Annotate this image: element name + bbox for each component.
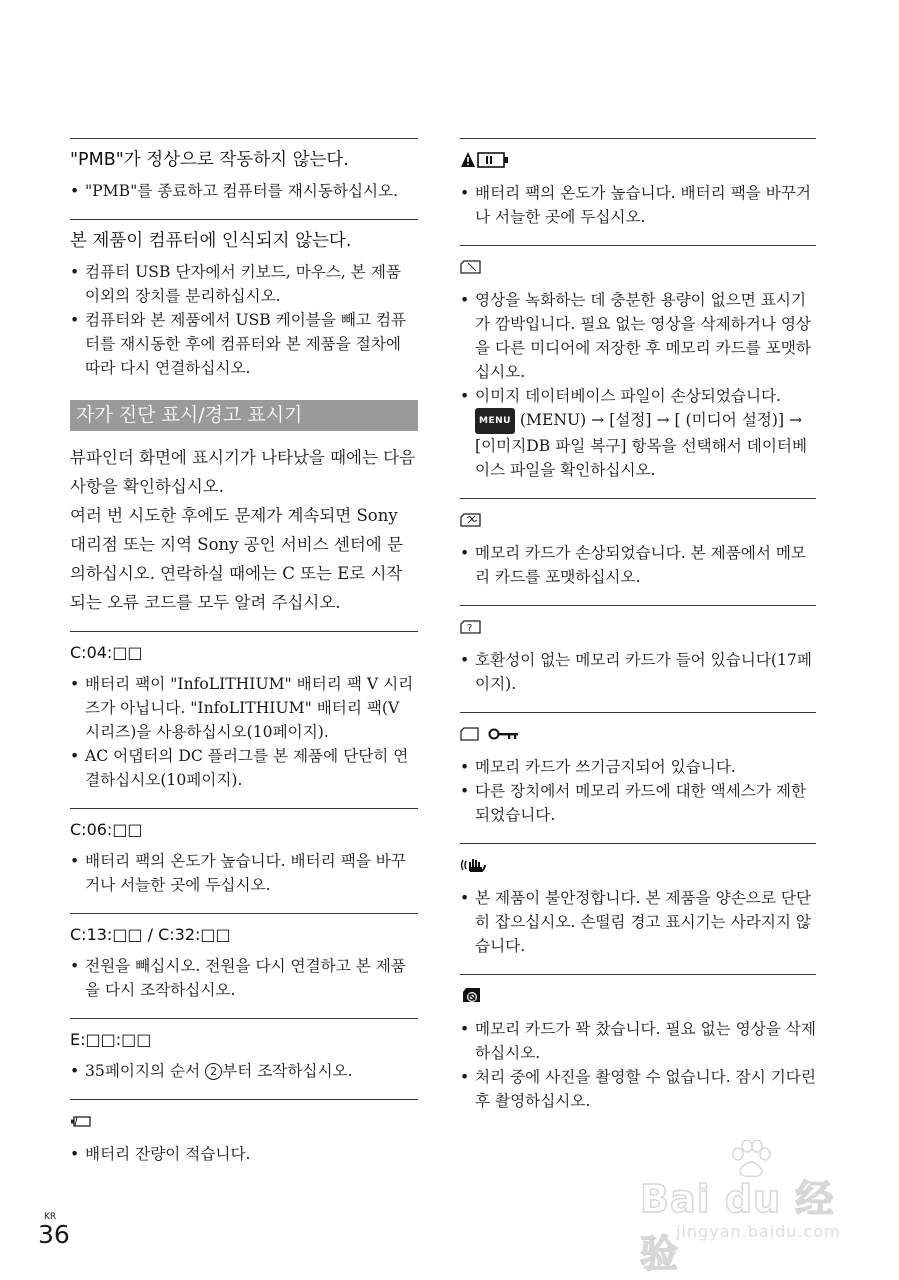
error-code: C:06:□□ [70, 820, 143, 839]
text: 이미지 데이터베이스 파일이 손상되었습니다. [475, 387, 782, 405]
list-item: • 호환성이 없는 메모리 카드가 들어 있습니다(17페이지). [460, 648, 816, 696]
bullet-list [460, 288, 816, 482]
section-memory-locked [460, 712, 816, 843]
memory-card-warning-icon [460, 258, 484, 276]
list-item: • 배터리 팩의 온도가 높습니다. 배터리 팩을 바꾸거나 서늘한 곳에 두십시오. [70, 849, 418, 897]
error-code: E:□□:□□ [70, 1030, 152, 1049]
intro-text [70, 443, 418, 617]
key-icon [488, 727, 520, 741]
intro-paragraph: 여러 번 시도한 후에도 문제가 계속되면 Sony 대리점 또는 지역 Sony 공인 서비스 센터에 문의하십시오. 연락하실 때에는 C 또는 E로 시작되는 오류 코드를 모두 알려 주십시오. [70, 506, 403, 612]
list-item: • 배터리 팩의 온도가 높습니다. 배터리 팩을 바꾸거나 서늘한 곳에 두십시오. [460, 181, 816, 229]
bullet-list [460, 1017, 816, 1113]
bullet-list [70, 1059, 418, 1083]
list-item: • 처리 중에 사진을 촬영할 수 없습니다. 잠시 기다린 후 촬영하십시오. [460, 1065, 816, 1113]
section-title: 본 제품이 컴퓨터에 인식되지 않는다. [70, 231, 352, 251]
circled-number: 2 [205, 1063, 222, 1080]
section-c13 [70, 913, 418, 1018]
section-memory-incompatible [460, 605, 816, 712]
section-not-recognized [70, 219, 418, 380]
menu-icon: MENU [475, 408, 515, 434]
list-item: • "PMB"를 종료하고 컴퓨터를 재시동하십시오. [70, 179, 418, 203]
icon-row [460, 854, 816, 876]
list-item: • 본 제품이 불안정합니다. 본 제품을 양손으로 단단히 잡으십시오. 손떨림 경고 표시기는 사라지지 않습니다. [460, 886, 816, 958]
bullet-list [460, 648, 816, 696]
list-item: • 배터리 팩이 "InfoLITHIUM" 배터리 팩 V 시리즈가 아닙니다. "InfoLITHIUM" 배터리 팩(V 시리즈)을 사용하십시오(10페이지). [70, 672, 418, 744]
icon-row [460, 616, 816, 638]
section-battery-low [70, 1099, 418, 1182]
text: 35페이지의 순서 [85, 1062, 206, 1080]
error-code: C:13:□□ / C:32:□□ [70, 925, 231, 944]
watermark-url: jingyan.baidu.com [676, 1222, 841, 1241]
bullet-list [70, 260, 418, 380]
battery-warning-icon [460, 151, 512, 169]
section-camera-shake [460, 843, 816, 974]
left-column [70, 138, 418, 1182]
camera-shake-icon [460, 856, 490, 874]
list-item: • 컴퓨터와 본 제품에서 USB 케이블을 빼고 컴퓨터를 재시동한 후에 컴퓨터와 본 제품을 절차에 따라 다시 연결하십시오. [70, 308, 418, 380]
list-item: • 메모리 카드가 꽉 찼습니다. 필요 없는 영상을 삭제하십시오. [460, 1017, 816, 1065]
list-item [460, 384, 816, 482]
memory-card-question-icon [460, 618, 484, 636]
section-c04 [70, 631, 418, 808]
battery-low-icon [70, 1114, 92, 1128]
list-item: • 메모리 카드가 손상되었습니다. 본 제품에서 메모리 카드를 포맷하십시오. [460, 541, 816, 589]
bullet-list [70, 672, 418, 792]
bullet-list [70, 849, 418, 897]
section-temp [460, 138, 816, 245]
list-item [70, 1059, 418, 1083]
icon-row [70, 1110, 418, 1132]
memory-full-icon [460, 986, 484, 1006]
list-item: • 컴퓨터 USB 단자에서 키보드, 마우스, 본 제품 이외의 장치를 분리하십시오. [70, 260, 418, 308]
section-c06 [70, 808, 418, 913]
bullet-list [70, 179, 418, 203]
section-banner: 자가 진단 표시/경고 표시기 [70, 400, 418, 431]
icon-row [460, 149, 816, 171]
icon-row [460, 509, 816, 531]
icon-row [460, 723, 816, 745]
section-memory-capacity [460, 245, 816, 498]
section-e [70, 1018, 418, 1099]
watermark [640, 1140, 870, 1276]
svg-text:?: ? [467, 623, 473, 634]
bullet-list [70, 954, 418, 1002]
list-item: • 다른 장치에서 메모리 카드에 대한 액세스가 제한되었습니다. [460, 779, 816, 827]
icon-row [460, 256, 816, 278]
intro-paragraph: 뷰파인더 화면에 표시기가 나타났을 때에는 다음 사항을 확인하십시오. [70, 448, 416, 496]
list-item: • AC 어댑터의 DC 플러그를 본 제품에 단단히 연결하십시오(10페이지). [70, 744, 418, 792]
section-pmb [70, 138, 418, 219]
text: 부터 조작하십시오. [222, 1062, 353, 1080]
memory-card-error-icon [460, 511, 484, 529]
section-title: "PMB"가 정상으로 작동하지 않는다. [70, 150, 349, 170]
bullet-list [70, 1142, 418, 1166]
error-code: C:04:□□ [70, 643, 143, 662]
right-column [460, 138, 816, 1129]
page-language: KR [44, 1212, 57, 1222]
memory-card-icon [460, 726, 480, 742]
page-number: 36 [38, 1220, 70, 1249]
list-item: • 전원을 빼십시오. 전원을 다시 연결하고 본 제품을 다시 조작하십시오. [70, 954, 418, 1002]
bullet-list [460, 541, 816, 589]
list-item: • 영상을 녹화하는 데 충분한 용량이 없으면 표시기가 깜박입니다. 필요 없는 영상을 삭제하거나 영상을 다른 미디어에 저장한 후 메모리 카드를 포맷하십시오. [460, 288, 816, 384]
list-item: • 메모리 카드가 쓰기금지되어 있습니다. [460, 755, 816, 779]
bullet-list [460, 755, 816, 827]
list-item: • 배터리 잔량이 적습니다. [70, 1142, 418, 1166]
bullet-list [460, 181, 816, 229]
section-memory-full [460, 974, 816, 1129]
watermark-text: Bai du 经验 [640, 1177, 835, 1276]
bullet-list [460, 886, 816, 958]
section-memory-damaged [460, 498, 816, 605]
icon-row [460, 985, 816, 1007]
text: (MENU) → [설정] → [ (미디어 설정)] → [이미지DB 파일 복구] 항목을 선택해서 데이터베이스 파일을 확인하십시오. [475, 411, 808, 479]
